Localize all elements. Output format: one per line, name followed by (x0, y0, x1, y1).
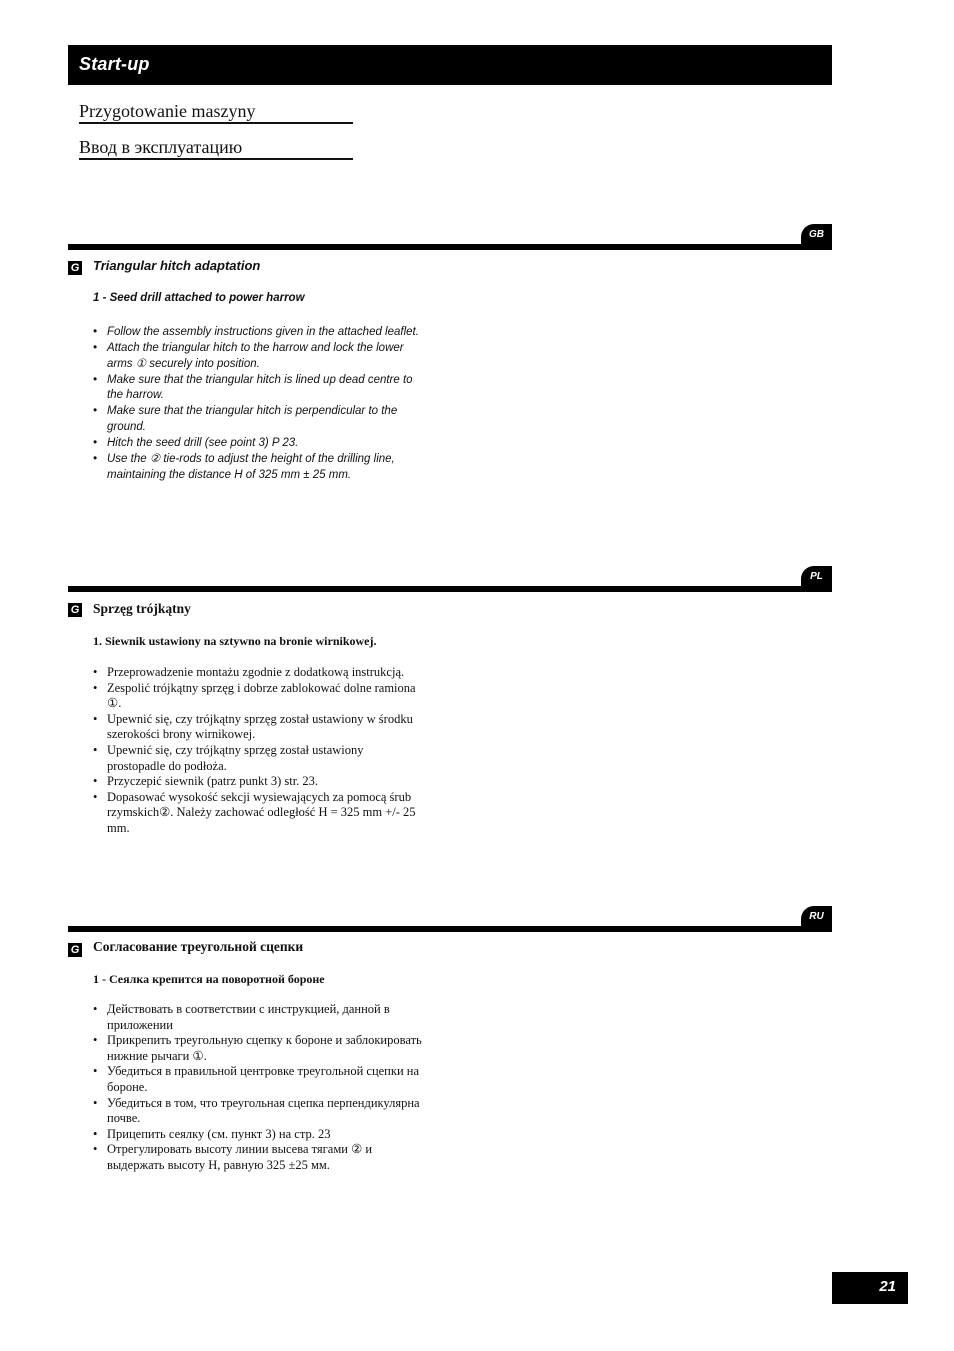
section-g-icon: G (68, 943, 82, 957)
list-item: • Прицепить сеялку (см. пункт 3) на стр. 23 (93, 1126, 331, 1141)
page-number: 21 (832, 1272, 908, 1304)
list-item: • Hitch the seed drill (see point 3) P 23. (93, 437, 299, 450)
section-title: Sprzęg trójkątny (93, 601, 191, 616)
section-rule (68, 586, 832, 592)
bullet-list (93, 665, 423, 837)
header-title: Start-up (79, 54, 150, 74)
list-item: • Dopasować wysokość sekcji wysiewających za pomocą śrub rzymskich②. Należy zachować odległość H = 325 mm +/- 25 mm. (93, 789, 416, 835)
section-g-icon: G (68, 603, 82, 617)
section-subheading: 1. Siewnik ustawiony na sztywno na bronie wirnikowej. (93, 634, 377, 648)
subtitle-polish: Przygotowanie maszyny (79, 101, 353, 124)
section-subheading: 1 - Сеялка крепится на поворотной бороне (93, 972, 325, 986)
section-subheading: 1 - Seed drill attached to power harrow (93, 292, 305, 304)
lang-tab-ru: RU (801, 906, 832, 928)
list-item: • Przeprowadzenie montażu zgodnie z dodatkową instrukcją. (93, 665, 405, 679)
section-g-icon: G (68, 261, 82, 275)
list-item: • Upewnić się, czy trójkątny sprzęg został ustawiony w środku szerokości brony wirnikowej. (93, 711, 413, 742)
list-item: • Прикрепить треугольную сцепку к бороне и заблокировать нижние рычаги ①. (93, 1033, 422, 1063)
section-title: Согласование треугольной сцепки (93, 939, 304, 954)
list-item: • Make sure that the triangular hitch is perpendicular to the ground. (93, 405, 398, 434)
bullet-list (93, 1002, 423, 1174)
list-item: • Use the ② tie-rods to adjust the height of the drilling line, maintaining the distance H of 325 mm ± 25 mm. (93, 453, 395, 481)
list-item: • Make sure that the triangular hitch is lined up dead centre to the harrow. (93, 373, 413, 402)
lang-tab-pl: PL (801, 566, 832, 588)
list-item: • Przyczepić siewnik (patrz punkt 3) str. 23. (93, 774, 319, 789)
list-item: • Отрегулировать высоту линии высева тягами ② и выдержать высоту H, равную 325 ±25 мм. (93, 1142, 373, 1172)
list-item: • Действовать в соответствии с инструкцией, данной в приложении (93, 1002, 390, 1032)
lang-tab-gb: GB (801, 224, 832, 246)
subtitle-russian: Ввод в эксплуатацию (79, 137, 353, 160)
section-rule (68, 244, 832, 250)
bullet-list (93, 325, 423, 484)
list-item: • Убедиться в правильной центровке треугольной сцепки на бороне. (93, 1064, 419, 1094)
header-bar (68, 45, 832, 85)
list-item: • Zespolić trójkątny sprzęg i dobrze zablokować dolne ramiona ①. (93, 680, 416, 711)
section-rule (68, 926, 832, 932)
list-item: • Attach the triangular hitch to the harrow and lock the lower arms ① securely into position. (93, 342, 404, 370)
list-item: • Убедиться в том, что треугольная сцепка перпендикулярна почве. (93, 1095, 420, 1126)
section-title: Triangular hitch adaptation (93, 258, 261, 273)
list-item: • Follow the assembly instructions given in the attached leaflet. (93, 326, 419, 338)
list-item: • Upewnić się, czy trójkątny sprzęg został ustawiony prostopadle do podłoża. (93, 742, 364, 773)
